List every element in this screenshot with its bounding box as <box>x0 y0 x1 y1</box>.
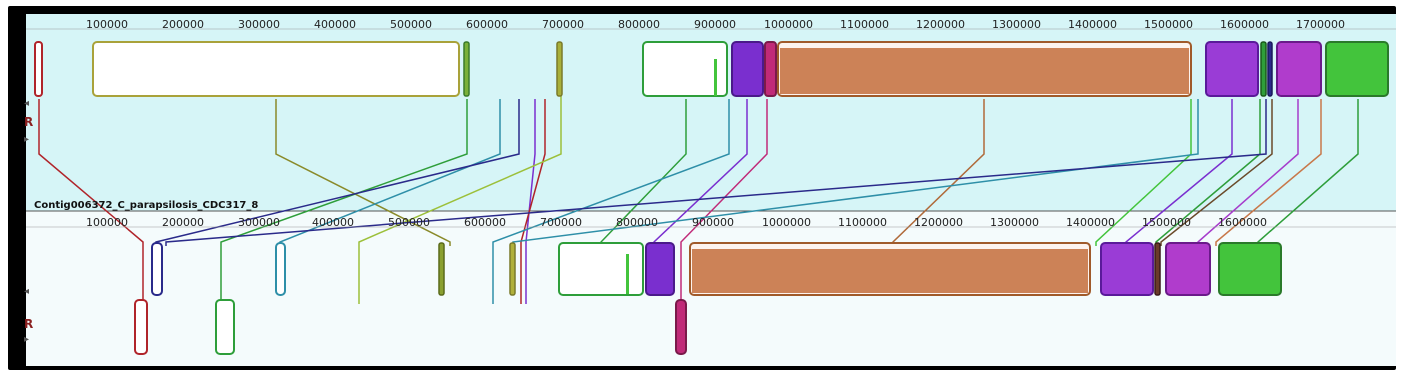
lcb-block[interactable] <box>1326 42 1388 96</box>
lcb-similarity-profile <box>626 254 629 294</box>
lcb-block[interactable] <box>276 243 285 295</box>
track-2-shift-right-arrow[interactable]: ▸ <box>24 334 30 345</box>
ruler-2-tick-label: 600000 <box>464 216 506 229</box>
ruler-2-tick-label: 100000 <box>86 216 128 229</box>
track-1-reverse-button[interactable]: R <box>24 115 34 129</box>
lcb-block[interactable] <box>1166 243 1210 295</box>
mauve-alignment-viewer <box>26 14 1396 366</box>
ruler-2-tick-label: 1200000 <box>914 216 963 229</box>
lcb-block[interactable] <box>439 243 444 295</box>
lcb-block[interactable] <box>510 243 515 295</box>
lcb-similarity-profile <box>780 48 1189 94</box>
ruler-1-tick-label: 1500000 <box>1144 18 1193 31</box>
ruler-2-tick-label: 800000 <box>616 216 658 229</box>
ruler-1-tick-label: 800000 <box>618 18 660 31</box>
ruler-2-tick-label: 1400000 <box>1066 216 1115 229</box>
ruler-2-tick-label: 500000 <box>388 216 430 229</box>
ruler-2-tick-label: 1600000 <box>1218 216 1267 229</box>
lcb-block[interactable] <box>35 42 42 96</box>
track-1-shift-left-arrow[interactable]: ◂ <box>24 98 30 109</box>
lcb-block[interactable] <box>1101 243 1153 295</box>
lcb-block-reverse[interactable] <box>216 300 234 354</box>
lcb-block[interactable] <box>1206 42 1258 96</box>
lcb-similarity-profile <box>692 249 1088 293</box>
ruler-1-tick-label: 500000 <box>390 18 432 31</box>
ruler-1-tick-label: 1700000 <box>1296 18 1345 31</box>
lcb-block[interactable] <box>1277 42 1321 96</box>
genome-1-lcb-blocks <box>35 42 1388 96</box>
ruler-1-tick-label: 1200000 <box>916 18 965 31</box>
lcb-block[interactable] <box>1261 42 1266 96</box>
ruler-1-tick-label: 900000 <box>694 18 736 31</box>
ruler-1-tick-label: 1000000 <box>764 18 813 31</box>
ruler-2-tick-label: 700000 <box>540 216 582 229</box>
ruler-1-tick-label: 400000 <box>314 18 356 31</box>
track-1-shift-right-arrow[interactable]: ▸ <box>24 134 30 145</box>
ruler-1-tick-label: 200000 <box>162 18 204 31</box>
lcb-block[interactable] <box>93 42 459 96</box>
lcb-block[interactable] <box>464 42 469 96</box>
ruler-1-tick-label: 600000 <box>466 18 508 31</box>
track-2-shift-left-arrow[interactable]: ◂ <box>24 286 30 297</box>
lcb-similarity-profile <box>714 59 717 96</box>
lcb-block[interactable] <box>646 243 674 295</box>
ruler-2-tick-label: 400000 <box>312 216 354 229</box>
ruler-1-tick-label: 1400000 <box>1068 18 1117 31</box>
track-2-reverse-button[interactable]: R <box>24 317 34 331</box>
ruler-2-tick-label: 1300000 <box>990 216 1039 229</box>
lcb-block[interactable] <box>765 42 776 96</box>
lcb-block[interactable] <box>152 243 162 295</box>
lcb-block[interactable] <box>557 42 562 96</box>
ruler-1-tick-label: 1600000 <box>1220 18 1269 31</box>
lcb-block[interactable] <box>1219 243 1281 295</box>
lcb-block[interactable] <box>1155 243 1160 295</box>
lcb-block-reverse[interactable] <box>135 300 147 354</box>
ruler-2-tick-label: 300000 <box>238 216 280 229</box>
ruler-1-tick-label: 1100000 <box>840 18 889 31</box>
contig-label: Contig006372_C_parapsilosis_CDC317_8 <box>34 200 259 211</box>
ruler-1-tick-label: 100000 <box>86 18 128 31</box>
ruler-2-tick-label: 200000 <box>162 216 204 229</box>
lcb-block[interactable] <box>732 42 763 96</box>
ruler-1-tick-label: 300000 <box>238 18 280 31</box>
ruler-2-tick-label: 1500000 <box>1142 216 1191 229</box>
ruler-1-tick-label: 1300000 <box>992 18 1041 31</box>
lcb-block[interactable] <box>1268 42 1272 96</box>
ruler-2-tick-label: 1100000 <box>838 216 887 229</box>
lcb-block[interactable] <box>559 243 643 295</box>
ruler-2-tick-label: 1000000 <box>762 216 811 229</box>
lcb-block-reverse[interactable] <box>676 300 686 354</box>
window-frame <box>8 6 1396 370</box>
ruler-1-tick-label: 700000 <box>542 18 584 31</box>
alignment-canvas <box>26 14 1396 366</box>
ruler-2-tick-label: 900000 <box>692 216 734 229</box>
